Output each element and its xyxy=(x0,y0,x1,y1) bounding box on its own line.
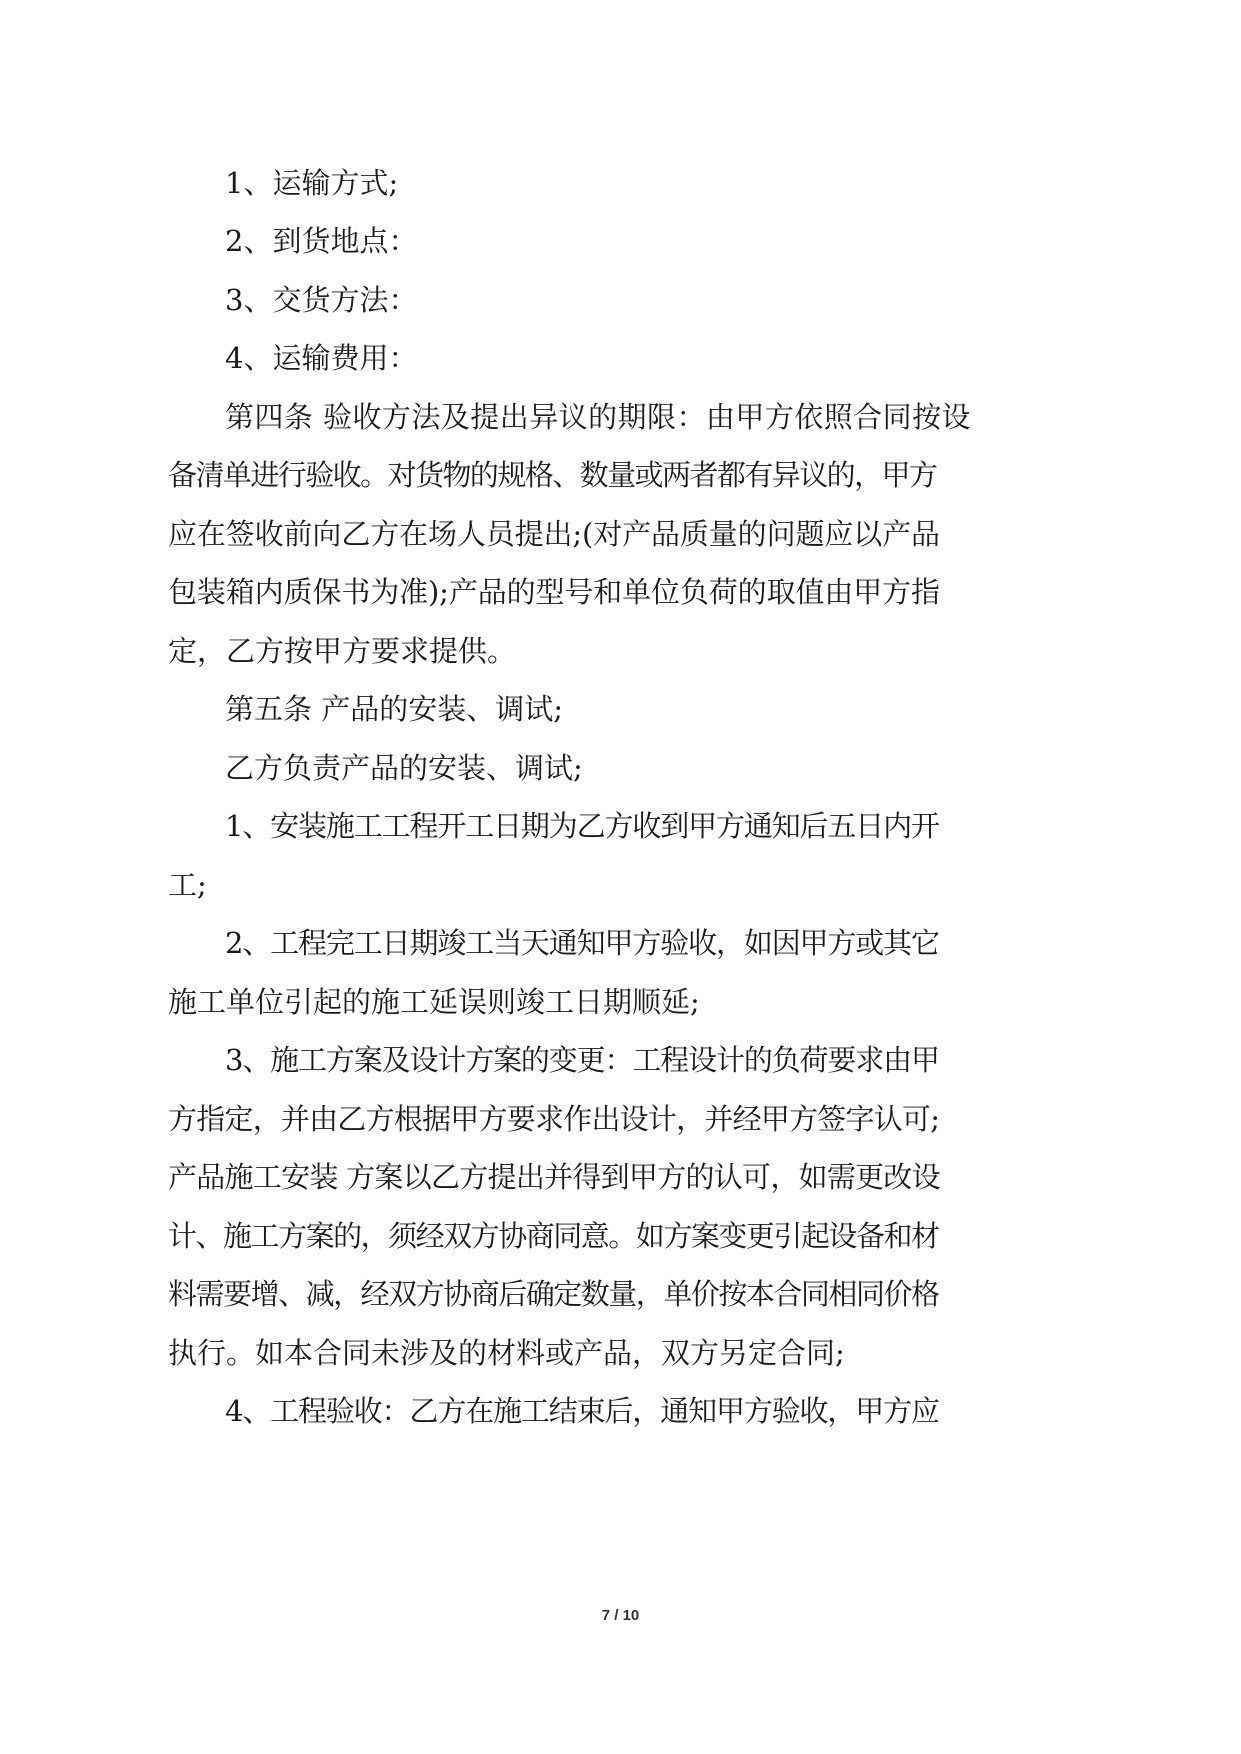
page-number: 7 / 10 xyxy=(601,1607,640,1624)
text-line xyxy=(0,1269,1241,1319)
text: 应在签收前向乙方在场人员提出;(对产品质量的问题应以产品 xyxy=(168,517,940,551)
text-line xyxy=(0,860,1241,910)
text: 乙方负责产品的安装、调试; xyxy=(225,751,583,785)
text-line xyxy=(0,333,1241,383)
text: 定，乙方按甲方要求提供。 xyxy=(168,634,517,668)
text: 计、施工方案的，须经双方协商同意。如方案变更引起设备和材 xyxy=(168,1219,939,1253)
text: 备清单进行验收。对货物的规格、数量或两者都有异议的，甲方 xyxy=(168,458,937,492)
text: 工; xyxy=(168,868,207,902)
text: 包装箱内质保书为准);产品的型号和单位负荷的取值由甲方指 xyxy=(168,575,940,609)
text-line xyxy=(0,392,1241,442)
text-line xyxy=(0,1386,1241,1436)
text: 4、工程验收：乙方在施工结束后，通知甲方验收，甲方应 xyxy=(225,1394,939,1428)
text: 产品施工安装 方案以乙方提出并得到甲方的认可，如需更改设 xyxy=(168,1160,940,1194)
text: 4、运输费用： xyxy=(225,341,418,375)
text: 1、安装施工工程开工日期为乙方收到甲方通知后五日内开 xyxy=(225,809,939,843)
text-line xyxy=(0,743,1241,793)
text-line xyxy=(0,567,1241,617)
text: 方指定，并由乙方根据甲方要求作出设计，并经甲方签字认可; xyxy=(168,1102,940,1136)
text-line xyxy=(0,918,1241,968)
text: 第五条 产品的安装、调试; xyxy=(225,692,563,726)
text-line xyxy=(0,450,1241,500)
text-line xyxy=(0,1211,1241,1261)
text-line xyxy=(0,275,1241,325)
text-line xyxy=(0,1094,1241,1144)
text: 第四条 验收方法及提出异议的期限：由甲方依照合同按设 xyxy=(225,400,971,434)
text-line xyxy=(0,684,1241,734)
text-line xyxy=(0,509,1241,559)
text: 施工单位引起的施工延误则竣工日期顺延; xyxy=(168,985,700,1019)
text: 2、工程完工日期竣工当天通知甲方验收，如因甲方或其它 xyxy=(225,926,939,960)
text-line xyxy=(0,1328,1241,1378)
text: 1、运输方式; xyxy=(225,166,399,200)
text-line xyxy=(0,1035,1241,1085)
text-line xyxy=(0,216,1241,266)
text: 3、施工方案及设计方案的变更：工程设计的负荷要求由甲 xyxy=(225,1043,939,1077)
text-line xyxy=(0,1152,1241,1202)
text: 执行。如本合同未涉及的材料或产品，双方另定合同; xyxy=(168,1336,845,1370)
text-line xyxy=(0,158,1241,208)
text-line xyxy=(0,626,1241,676)
text: 3、交货方法： xyxy=(225,283,418,317)
text-line xyxy=(0,977,1241,1027)
text-line xyxy=(0,801,1241,851)
text: 2、到货地点： xyxy=(225,224,418,258)
text: 料需要增、减，经双方协商后确定数量，单价按本合同相同价格 xyxy=(168,1277,939,1311)
